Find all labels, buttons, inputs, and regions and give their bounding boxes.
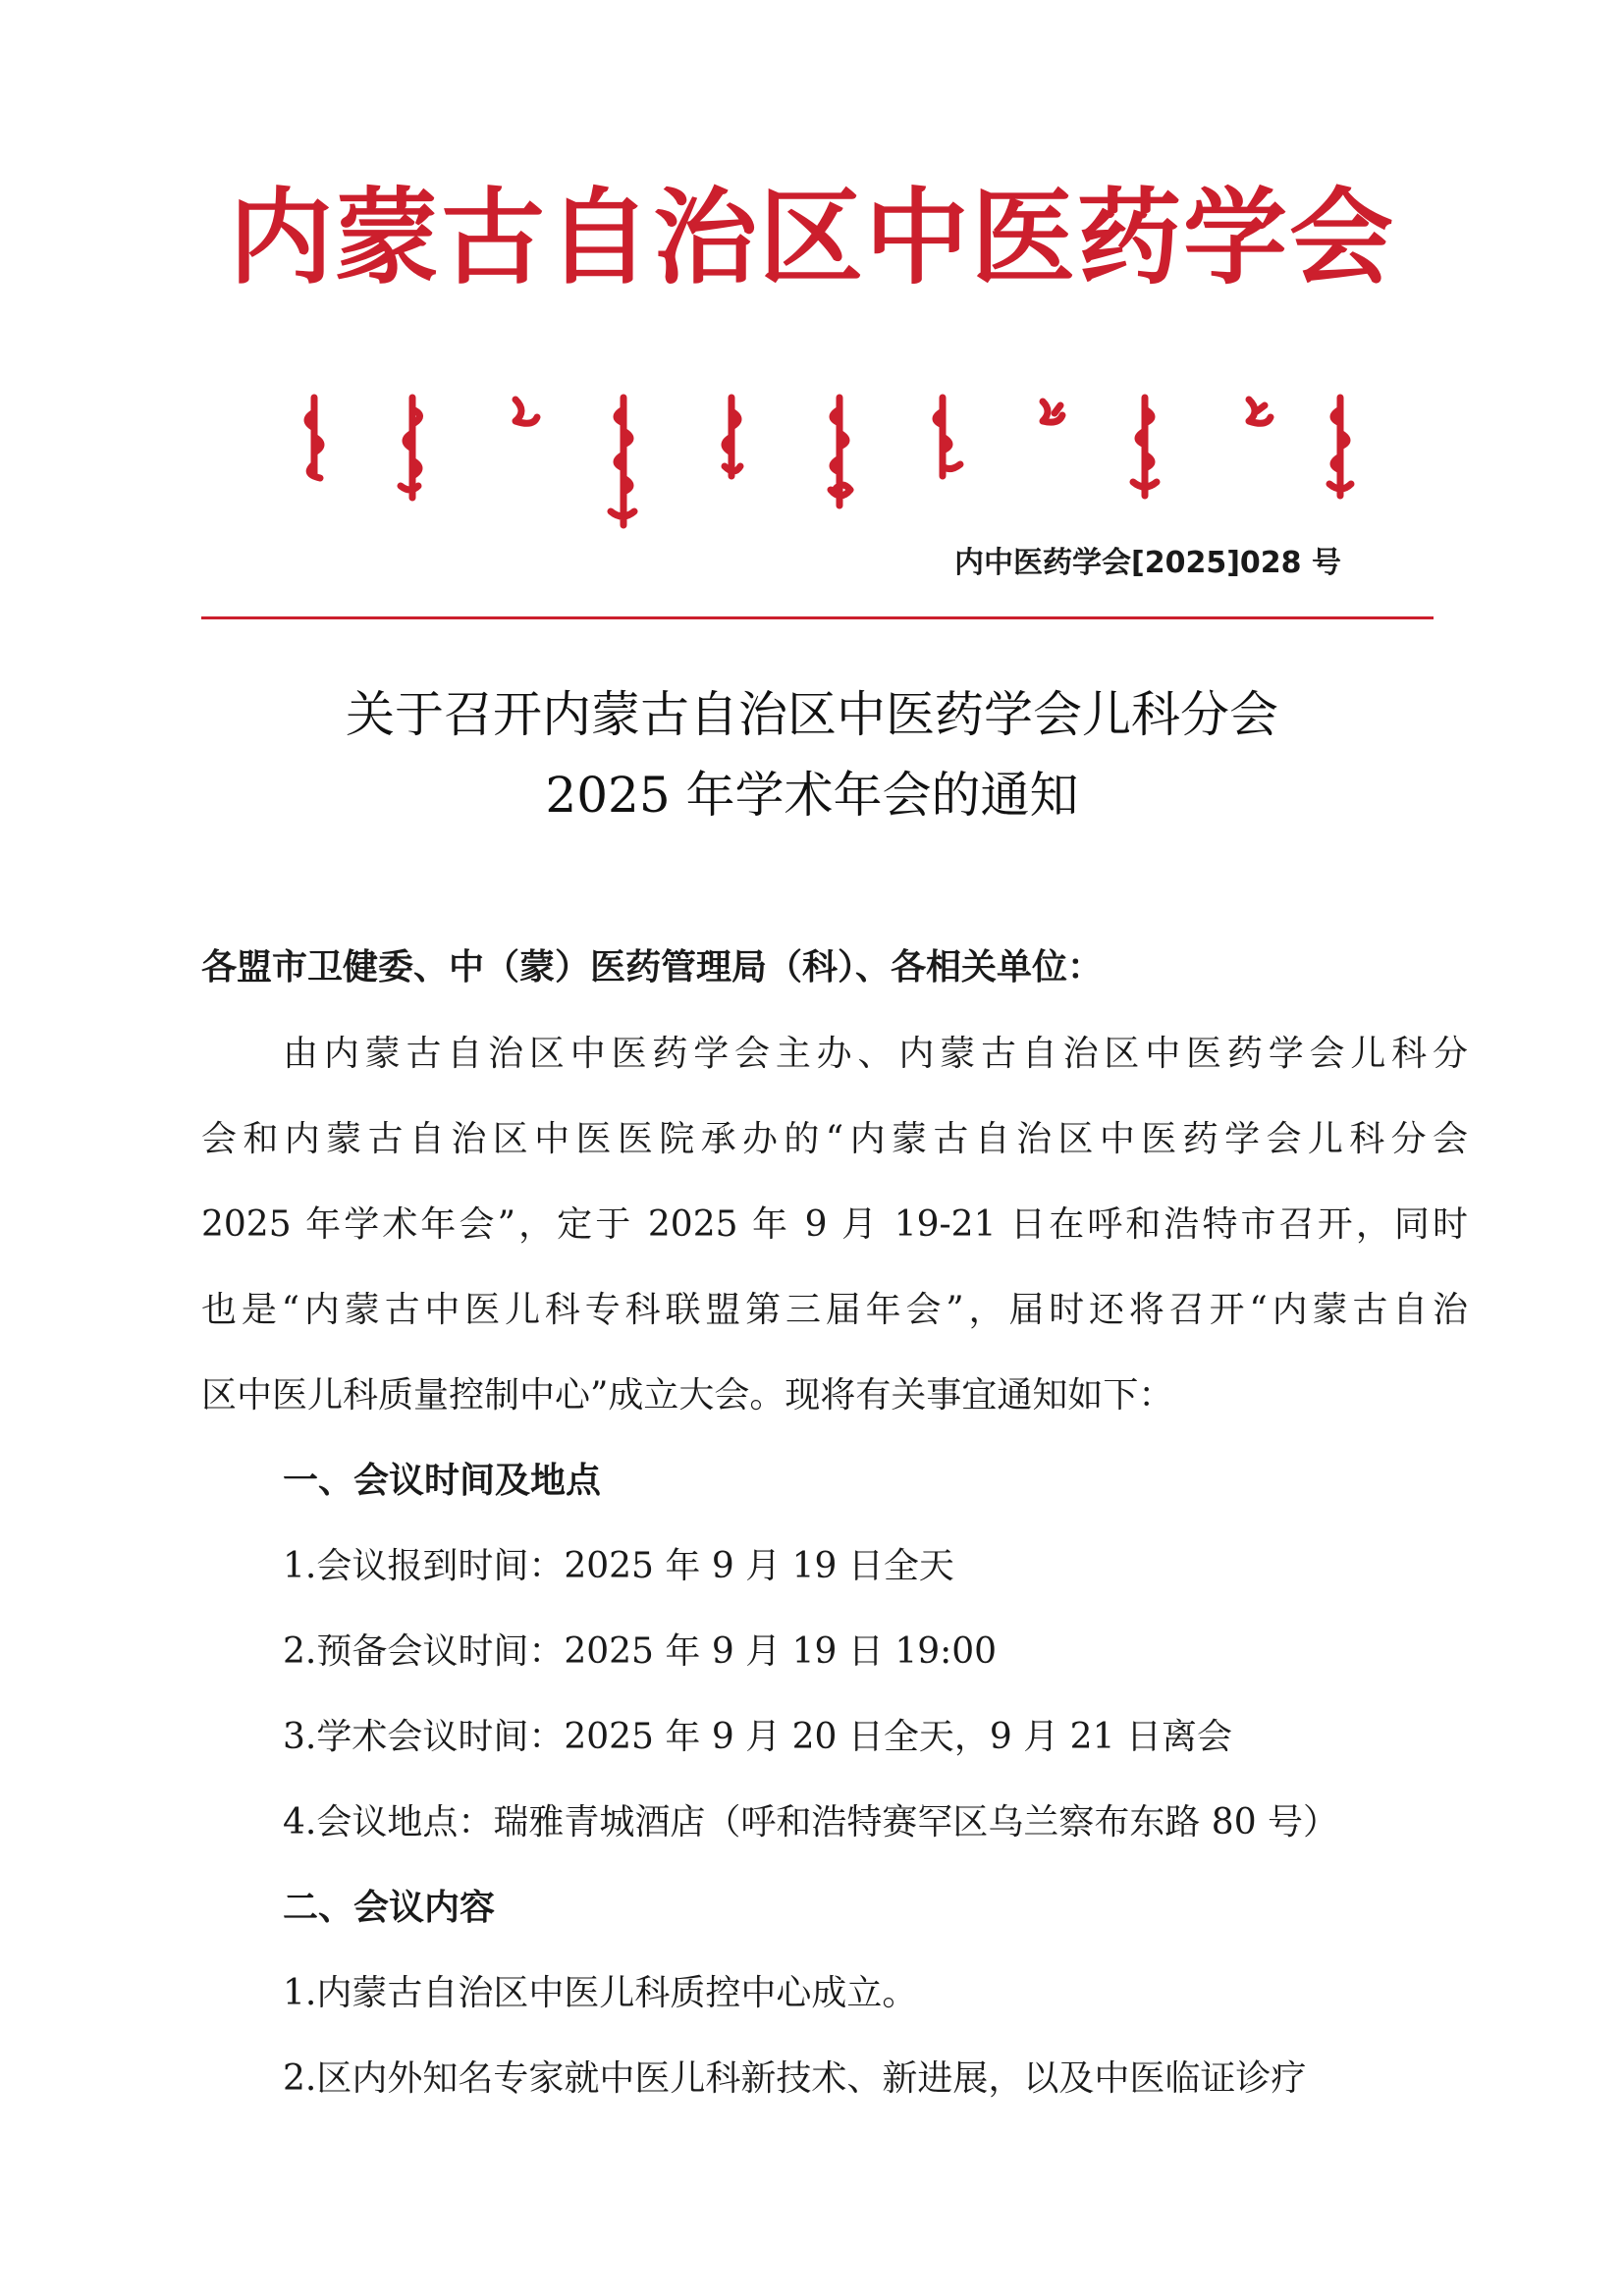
section1-item-checkin: 1.会议报到时间：2025 年 9 月 19 日全天 [283,1546,954,1586]
section-heading-meeting-time-place: 一、会议时间及地点 [283,1461,602,1501]
notice-title-line-1: 关于召开内蒙古自治区中医药学会儿科分会 [346,686,1278,743]
intro-paragraph-line: 也是“内蒙古中医儿科专科联盟第三届年会”，届时还将召开“内蒙古自治 [201,1290,1468,1330]
section2-item-qc-center: 1.内蒙古自治区中医儿科质控中心成立。 [283,1973,918,2013]
salutation: 各盟市卫健委、中（蒙）医药管理局（科）、各相关单位： [201,947,1104,988]
section1-item-preparatory: 2.预备会议时间：2025 年 9 月 19 日 19:00 [283,1631,998,1672]
intro-paragraph-line: 区中医儿科质量控制中心”成立大会。现将有关事宜通知如下： [201,1375,1174,1415]
header-red-rule [201,616,1434,619]
section1-item-academic: 3.学术会议时间：2025 年 9 月 20 日全天，9 月 21 日离会 [283,1717,1232,1757]
document-number: 内中医药学会[2025]028 号 [954,546,1341,580]
intro-paragraph-line: 2025 年学术年会”，定于 2025 年 9 月 19-21 日在呼和浩特市召开，同时 [201,1204,1468,1245]
mongolian-script-emblem [285,388,1365,535]
intro-paragraph-line: 会和内蒙古自治区中医医院承办的“内蒙古自治区中医药学会儿科分会 [201,1119,1468,1159]
section1-item-venue: 4.会议地点：瑞雅青城酒店（呼和浩特赛罕区乌兰察布东路 80 号） [283,1802,1339,1842]
section-heading-meeting-content: 二、会议内容 [283,1888,496,1928]
notice-title-line-2: 2025 年学术年会的通知 [545,767,1079,824]
intro-paragraph-line: 由内蒙古自治区中医药学会主办、内蒙古自治区中医药学会儿科分 [283,1034,1468,1074]
org-name-heading: 内蒙古自治区中医药学会 [229,178,1395,298]
section2-item-experts: 2.区内外知名专家就中医儿科新技术、新进展，以及中医临证诊疗 [283,2058,1307,2099]
